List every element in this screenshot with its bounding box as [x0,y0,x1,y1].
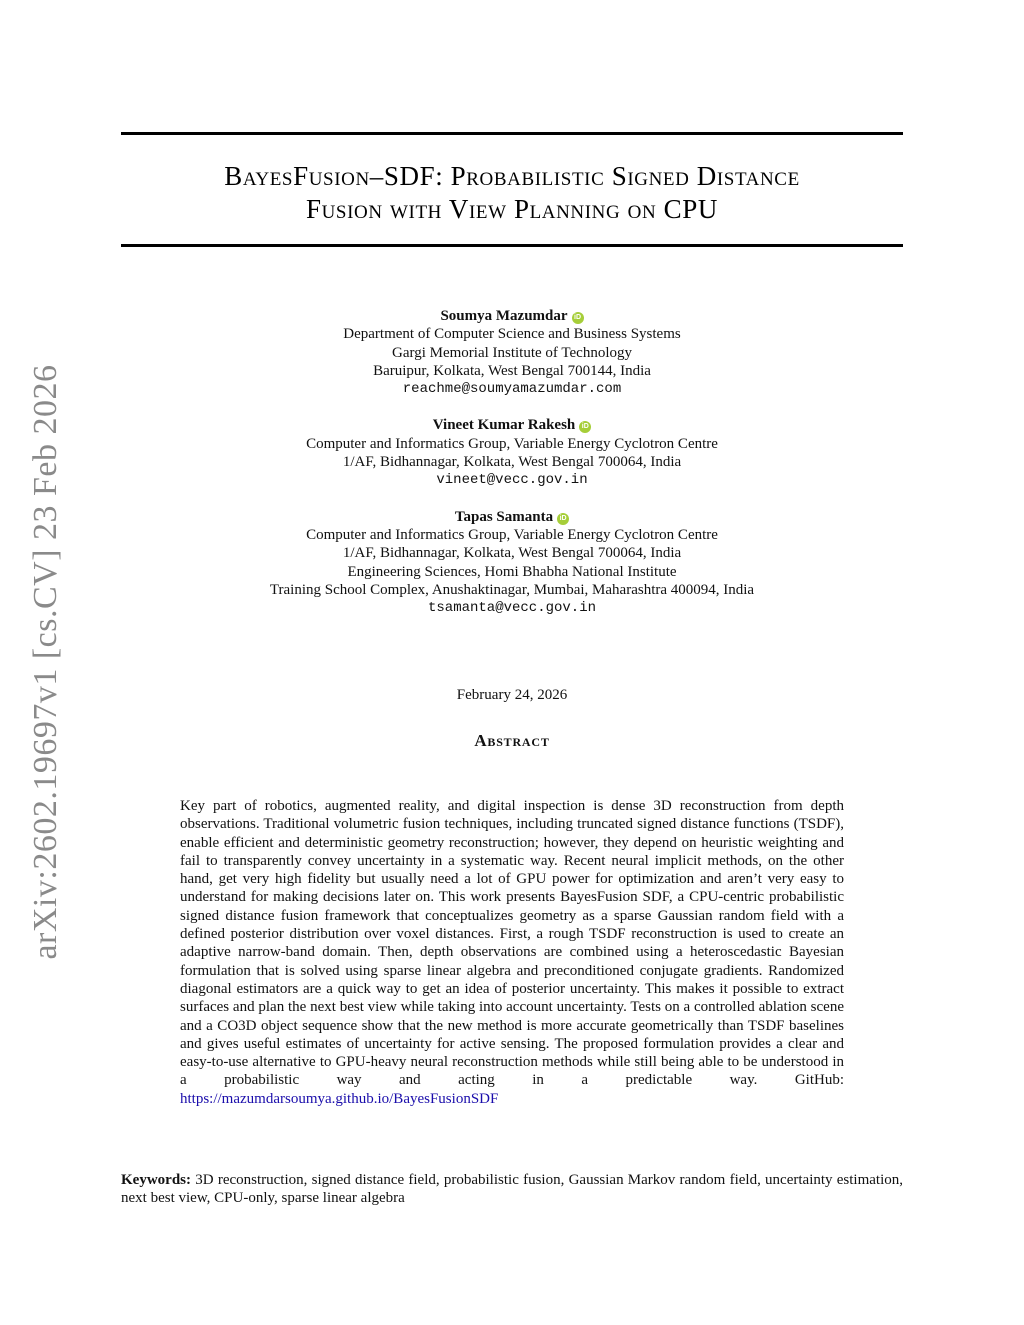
author-email: vineet@vecc.gov.in [436,472,588,489]
orcid-icon[interactable]: iD [557,513,569,525]
affiliation-line: 1/AF, Bidhannagar, Kolkata, West Bengal 700064, India [342,454,682,471]
affiliation-line: Baruipur, Kolkata, West Bengal 700144, India [373,362,651,379]
title-bottom-rule [121,244,903,247]
github-link[interactable]: https://mazumdarsoumya.github.io/BayesFusionSDF [180,1090,499,1107]
orcid-icon[interactable]: iD [579,421,591,433]
abstract-heading: Abstract [474,731,550,750]
abstract-body [180,797,844,1108]
author-name-line [121,416,903,434]
affiliation-line: Computer and Informatics Group, Variable Energy Cyclotron Centre [306,435,718,452]
affiliation-line: Department of Computer Science and Business Systems [343,326,681,343]
author-email: tsamanta@vecc.gov.in [427,600,597,617]
affiliation-line: Training School Complex, Anushaktinagar, Mumbai, Maharashtra 400094, India [269,581,755,598]
affiliation-line: Gargi Memorial Institute of Technology [391,344,632,361]
title-top-rule [121,132,903,135]
abstract-text: Key part of robotics, augmented reality, and digital inspection is dense 3D reconstruction from depth observations. Traditional volumetric fusion techniques, including truncated signed distance functions (TSDF), enable efficient and deterministic geometry reconstruction; however, they depend on heuristic weighting and fail to transparently convey uncertainty in a systematic way. Recent neural implicit methods, on the other hand, get very high fidelity but usually need a lot of GPU power for optimization and aren’t very easy to understand for making decisions later on. This work presents BayesFusion SDF, a CPU-centric probabilistic signed distance fusion framework that conceptualizes geometry as a sparse Gaussian random field with a defined posterior distribution over voxel distances. First, a rough TSDF reconstruction is used to create an adaptive narrow-band domain. Then, depth observations are combined using a heteroscedastic Bayesian formulation that is solved using sparse linear algebra and preconditioned conjugate gradients. Randomized diagonal estimators are a quick way to get an idea of posterior uncertainty. This makes it possible to extract surfaces and plan the next best view while taking into account uncertainty. Tests on a controlled ablation scene and a CO3D object sequence show that the new method is more accurate geometrically than TSDF baselines and gives useful estimates of uncertainty for active sensing. The proposed formulation provides a clear and easy-to-use alternative to GPU-heavy neural reconstruction methods while still being able to be understood in a probabilistic way and acting in a predictable way. GitHub: [180,798,844,1089]
paper-title-line-2: Fusion with View Planning on CPU [305,194,718,224]
affiliation-line: 1/AF, Bidhannagar, Kolkata, West Bengal 700064, India [342,545,682,562]
keywords-text: 3D reconstruction, signed distance field, probabilistic fusion, Gaussian Markov random field, uncertainty estimation, next best view, CPU-only, sparse linear algebra [121,1172,904,1207]
author-list [121,307,903,635]
arxiv-identifier-stamp: arXiv:2602.19697v1 [cs.CV] 23 Feb 2026 [27,364,64,960]
keywords-label: Keywords: [121,1172,191,1188]
author-block [121,508,903,618]
affiliation-line: Computer and Informatics Group, Variable Energy Cyclotron Centre [306,526,718,543]
paper-date: February 24, 2026 [456,687,568,703]
author-name-line [121,307,903,325]
affiliation-line: Engineering Sciences, Homi Bhabha National Institute [347,563,677,580]
paper-title-line-1: BayesFusion–SDF: Probabilistic Signed Distance [224,161,800,191]
orcid-icon[interactable]: iD [572,312,584,324]
paper-title [121,160,903,226]
author-block [121,307,903,398]
author-block [121,416,903,489]
author-name-line [121,508,903,526]
author-name: Tapas Samanta [454,508,554,525]
author-name: Vineet Kumar Rakesh [432,417,576,434]
author-name: Soumya Mazumdar [440,308,568,324]
keywords-section [121,1171,903,1208]
author-email: reachme@soumyamazumdar.com [402,381,622,398]
